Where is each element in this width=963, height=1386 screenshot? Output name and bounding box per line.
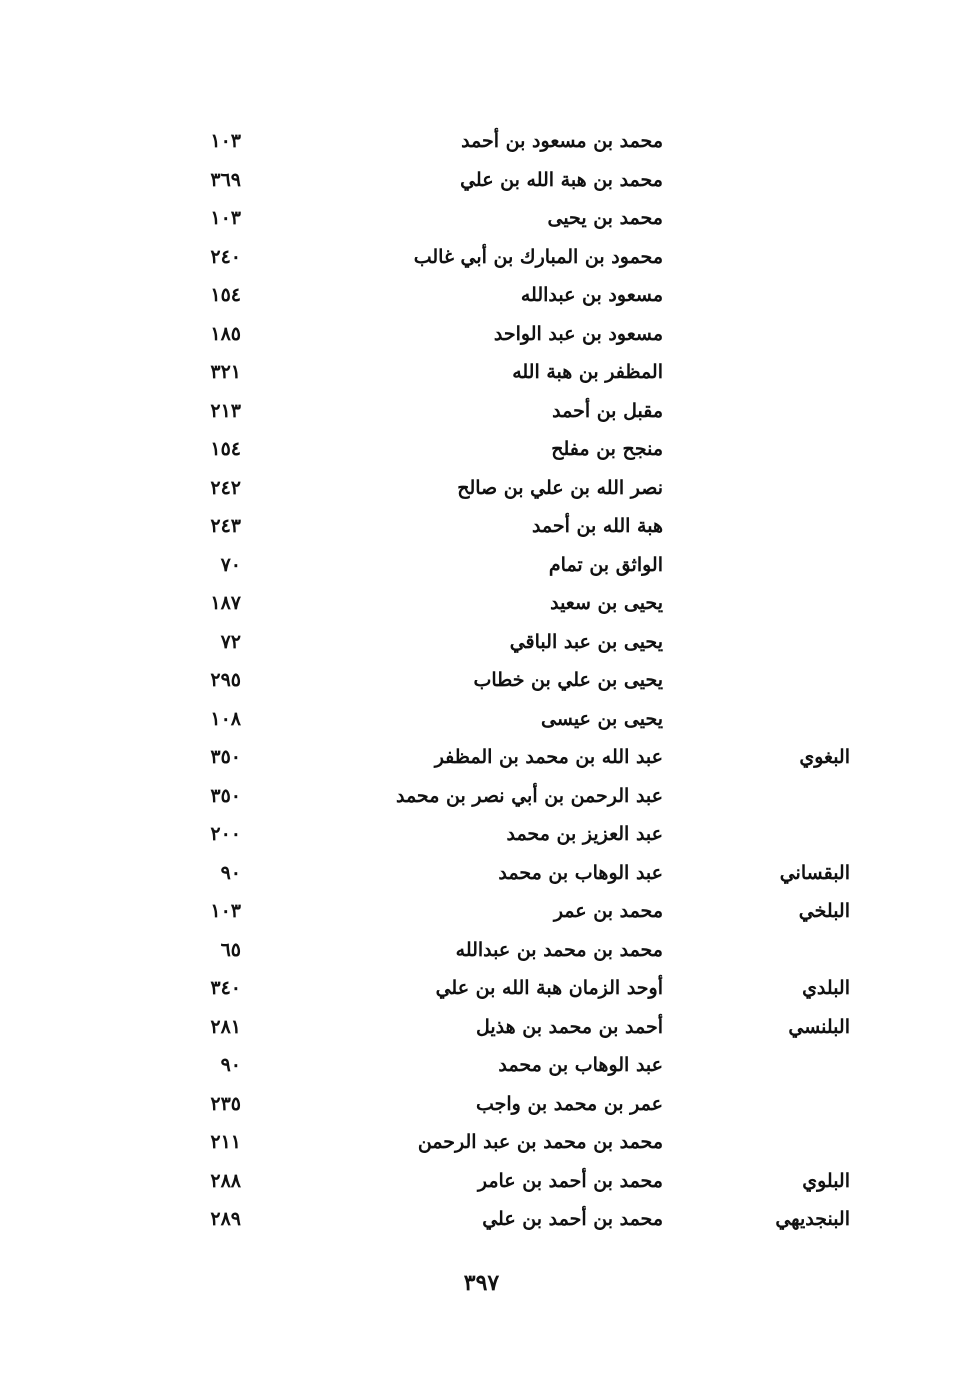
nisba-label [710, 276, 850, 315]
index-row [0, 161, 963, 200]
person-name: مقبل بن أحمد [552, 399, 663, 422]
nisba-label [710, 1123, 850, 1162]
person-name: محمد بن أحمد بن عامر [477, 1169, 663, 1192]
page-reference: ١٠٨ [210, 707, 241, 730]
person-name: محمد بن مسعود بن أحمد [461, 130, 663, 152]
person-name: يحيى بن علي بن خطاب [473, 669, 663, 691]
person-name: عبد الله بن محمد بن المظفر [434, 746, 663, 768]
page-reference: ١٨٥ [210, 322, 241, 345]
nisba-label: البلخي [798, 900, 850, 922]
person-name: محمد بن أحمد بن علي [482, 1208, 663, 1230]
page-reference: ٧٢ [220, 630, 241, 653]
person-name: مسعود بن عبد الواحد [493, 322, 663, 345]
person-name: عبد الوهاب بن محمد [498, 1054, 663, 1076]
index-row [0, 584, 963, 623]
page-reference: ٣٥٠ [210, 746, 241, 768]
nisba-label [710, 1085, 850, 1124]
index-row [0, 430, 963, 469]
page-reference: ٣٢١ [210, 361, 241, 383]
page-reference: ١٠٣ [210, 900, 241, 922]
page-reference: ٢٩٥ [210, 669, 241, 691]
nisba-label [710, 238, 850, 277]
page-reference: ٣٦٩ [210, 168, 241, 191]
index-row [0, 854, 963, 893]
nisba-label [710, 584, 850, 623]
person-name: محمد بن محمد بن عبد الرحمن [417, 1131, 663, 1153]
person-name: أحمد بن محمد بن هذيل [475, 1015, 663, 1038]
page-reference: ٢٤٠ [210, 245, 241, 268]
page-reference: ١٥٤ [210, 284, 241, 306]
page-reference: ٢٣٥ [210, 1092, 241, 1115]
person-name: هبة الله بن أحمد [531, 515, 663, 537]
nisba-label [710, 392, 850, 431]
person-name: محمد بن هبة الله بن علي [460, 168, 663, 191]
index-row [0, 276, 963, 315]
page-reference: ١٨٧ [210, 592, 241, 614]
index-row [0, 353, 963, 392]
page-reference: ٣٥٠ [210, 784, 241, 807]
index-row [0, 315, 963, 354]
nisba-label [710, 777, 850, 816]
nisba-label: البلنسي [788, 1015, 850, 1038]
person-name: يحيى بن سعيد [550, 592, 663, 614]
nisba-label [710, 199, 850, 238]
nisba-label [710, 507, 850, 546]
nisba-label [710, 315, 850, 354]
index-row [0, 623, 963, 662]
index-row [0, 1046, 963, 1085]
nisba-label [710, 623, 850, 662]
page-reference: ١٠٣ [210, 207, 241, 229]
nisba-label [710, 122, 850, 161]
nisba-label [710, 469, 850, 508]
person-name: يحيى بن عيسى [541, 707, 663, 730]
index-row [0, 661, 963, 700]
page-reference: ٢١١ [210, 1131, 241, 1153]
person-name: محمد بن عمر [553, 900, 663, 922]
nisba-label: البغوي [799, 746, 850, 768]
index-table [0, 122, 963, 1239]
index-row [0, 1123, 963, 1162]
page-reference: ١٥٤ [210, 438, 241, 460]
page-reference: ٢٤٣ [210, 515, 241, 537]
index-row [0, 969, 963, 1008]
person-name: عبد الوهاب بن محمد [498, 861, 663, 884]
page-reference: ٩٠ [220, 861, 241, 884]
index-row [0, 892, 963, 931]
index-row [0, 238, 963, 277]
index-row [0, 1162, 963, 1201]
person-name: منجح بن مفلح [551, 438, 663, 460]
page-reference: ٦٥ [220, 938, 241, 961]
nisba-label [710, 1046, 850, 1085]
nisba-label [710, 161, 850, 200]
person-name: عبد الرحمن بن أبي نصر بن محمد [395, 784, 663, 807]
person-name: محمد بن محمد بن عبدالله [455, 938, 663, 961]
page-reference: ٢٨٩ [210, 1208, 241, 1230]
index-row [0, 1200, 963, 1239]
nisba-label [710, 815, 850, 854]
nisba-label: البقساني [779, 861, 850, 884]
index-row [0, 507, 963, 546]
person-name: محمد بن يحيى [547, 207, 663, 229]
nisba-label [710, 430, 850, 469]
page-number: ٣٩٧ [463, 1270, 500, 1296]
nisba-label: البلوي [802, 1169, 850, 1192]
person-name: مسعود بن عبدالله [520, 284, 663, 306]
index-row [0, 199, 963, 238]
index-row [0, 392, 963, 431]
index-row [0, 777, 963, 816]
page-reference: ٧٠ [220, 553, 241, 576]
nisba-label: البنجديهي [775, 1208, 850, 1230]
person-name: نصر الله بن علي بن صالح [457, 476, 663, 499]
nisba-label [710, 661, 850, 700]
page-reference: ٢٤٢ [210, 476, 241, 499]
person-name: يحيى بن عبد الباقي [509, 630, 663, 653]
person-name: الواثق بن تمام [548, 553, 663, 576]
index-row [0, 700, 963, 739]
person-name: عبد العزيز بن محمد [506, 823, 663, 845]
index-row [0, 931, 963, 970]
person-name: عمر بن محمد بن واجب [475, 1092, 663, 1115]
nisba-label [710, 546, 850, 585]
index-row [0, 122, 963, 161]
person-name: المظفر بن هبة الله [512, 361, 663, 383]
index-row [0, 815, 963, 854]
person-name: أوحد الزمان هبة الله بن علي [435, 977, 663, 999]
page-reference: ٢١٣ [210, 399, 241, 422]
index-row [0, 1008, 963, 1047]
nisba-label [710, 353, 850, 392]
person-name: محمود بن المبارك بن أبي غالب [413, 245, 663, 268]
page-reference: ٢٨١ [210, 1015, 241, 1038]
page-reference: ٢٠٠ [210, 823, 241, 845]
nisba-label [710, 931, 850, 970]
index-row [0, 1085, 963, 1124]
index-row [0, 738, 963, 777]
page-reference: ٩٠ [220, 1054, 241, 1076]
index-row [0, 469, 963, 508]
index-row [0, 546, 963, 585]
nisba-label: البلدي [802, 977, 850, 999]
nisba-label [710, 700, 850, 739]
page-reference: ٣٤٠ [210, 977, 241, 999]
page-reference: ٢٨٨ [210, 1169, 241, 1192]
page-reference: ١٠٣ [210, 130, 241, 152]
